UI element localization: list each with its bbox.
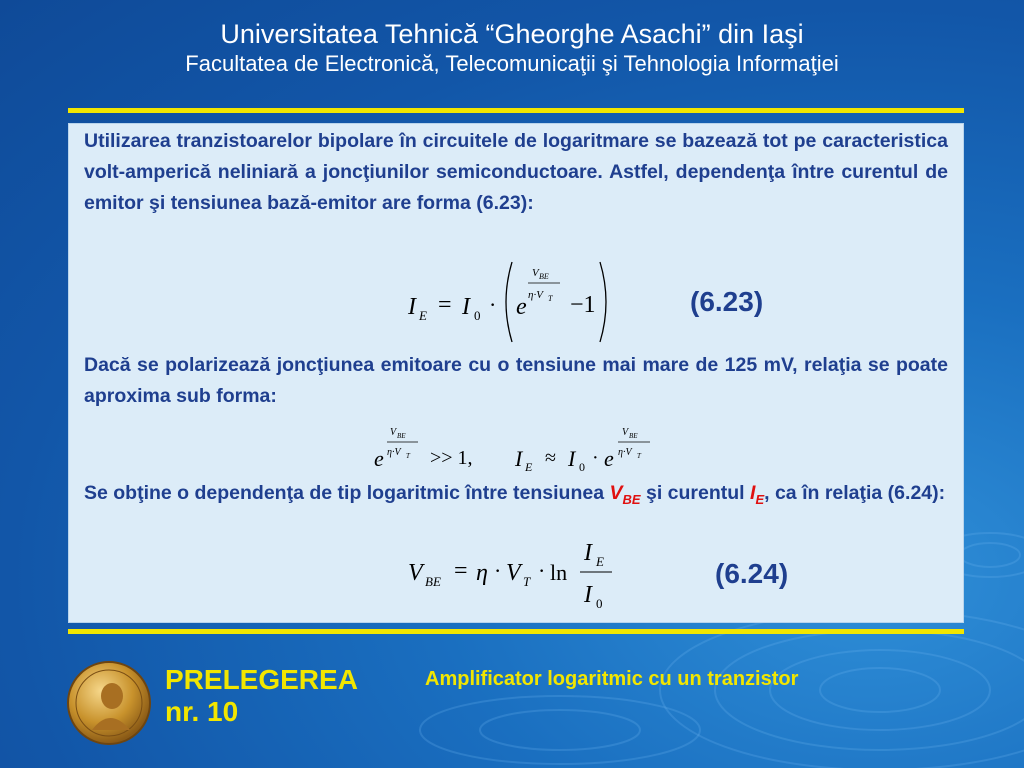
svg-text:e: e	[374, 446, 384, 471]
paragraph-3	[84, 478, 948, 515]
svg-text:T: T	[406, 452, 410, 460]
svg-text:V: V	[390, 427, 397, 438]
svg-text:I: I	[584, 540, 592, 566]
svg-text:V: V	[506, 560, 521, 586]
svg-text:e: e	[516, 294, 527, 320]
svg-text:E: E	[596, 554, 604, 569]
svg-text:T: T	[523, 574, 531, 589]
svg-text:≈: ≈	[545, 447, 556, 469]
lecture-label	[165, 664, 358, 728]
var-ie: $I_E$	[750, 482, 765, 507]
equation-approximation	[370, 420, 660, 476]
equation-6-23	[400, 256, 630, 348]
paragraph-3-text-c: , ca în relaţia (6.24):	[764, 482, 946, 504]
lecture-title: PRELEGEREA	[165, 664, 358, 695]
svg-text:T: T	[548, 294, 553, 303]
svg-text:I: I	[515, 446, 523, 471]
svg-text:V: V	[622, 427, 629, 438]
svg-text:=: =	[454, 558, 468, 584]
svg-text:I: I	[462, 294, 470, 320]
svg-text:E: E	[419, 308, 427, 323]
svg-text:·: ·	[494, 558, 502, 583]
svg-text:·: ·	[592, 447, 599, 469]
svg-text:BE: BE	[629, 432, 638, 440]
svg-text:·: ·	[538, 558, 546, 583]
lecture-number: nr. 10	[165, 696, 239, 727]
svg-text:BE: BE	[397, 432, 406, 440]
equation-6-24	[400, 536, 630, 616]
svg-text:>> 1,: >> 1,	[430, 447, 473, 469]
bottom-divider	[68, 629, 964, 634]
top-divider	[68, 108, 964, 113]
paragraph-3-text-b: şi curentul	[640, 482, 751, 504]
svg-text:0: 0	[474, 308, 481, 323]
svg-text:0: 0	[596, 596, 603, 611]
equation-number-6-23: (6.23)	[690, 286, 764, 317]
svg-text:−1: −1	[570, 292, 596, 318]
paragraph-2: Dacă se polarizează joncţiunea emitoare cu o tensiune mai mare de 125 mV, relaţia se poate aproxima sub forma:	[84, 354, 948, 407]
svg-text:V: V	[408, 560, 423, 586]
svg-text:η·V: η·V	[387, 447, 401, 458]
svg-text:I: I	[408, 294, 416, 320]
svg-text:T: T	[637, 452, 641, 460]
faculty-subtitle: Facultatea de Electronică, Telecomunicaţii şi Tehnologia Informaţiei	[185, 51, 839, 76]
university-seal-icon	[66, 660, 152, 746]
paragraph-1: Utilizarea tranzistoarelor bipolare în circuitele de logaritmare se bazează tot pe caracteristica volt-amperică neliniară a joncţiunilor semiconductoare. Astfel, dependenţa între curentul de emitor şi tensiunea bază-emitor are forma (6.23):	[84, 130, 948, 214]
var-vbe: $V_{BE}$	[609, 482, 641, 507]
svg-text:·: ·	[489, 292, 497, 317]
svg-text:I: I	[584, 582, 592, 608]
svg-text:V: V	[532, 267, 539, 279]
header	[0, 18, 1024, 78]
svg-text:η·V: η·V	[618, 447, 632, 458]
svg-text:η: η	[476, 560, 488, 586]
svg-text:=: =	[438, 292, 452, 318]
svg-text:ln: ln	[550, 560, 568, 585]
svg-text:BE: BE	[539, 272, 549, 281]
svg-text:0: 0	[579, 460, 585, 474]
lecture-topic: Amplificator logaritmic cu un tranzistor	[425, 668, 799, 690]
svg-text:η·V: η·V	[528, 289, 543, 301]
svg-text:BE: BE	[425, 574, 441, 589]
svg-text:I: I	[568, 446, 576, 471]
svg-text:E: E	[525, 460, 533, 474]
paragraph-3-text-a: Se obţine o dependenţa de tip logaritmic între tensiunea	[84, 482, 610, 504]
equation-number-6-24: (6.24)	[715, 558, 789, 589]
university-title: Universitatea Tehnică “Gheorghe Asachi” din Iaşi	[220, 19, 804, 49]
svg-text:e: e	[604, 446, 614, 471]
